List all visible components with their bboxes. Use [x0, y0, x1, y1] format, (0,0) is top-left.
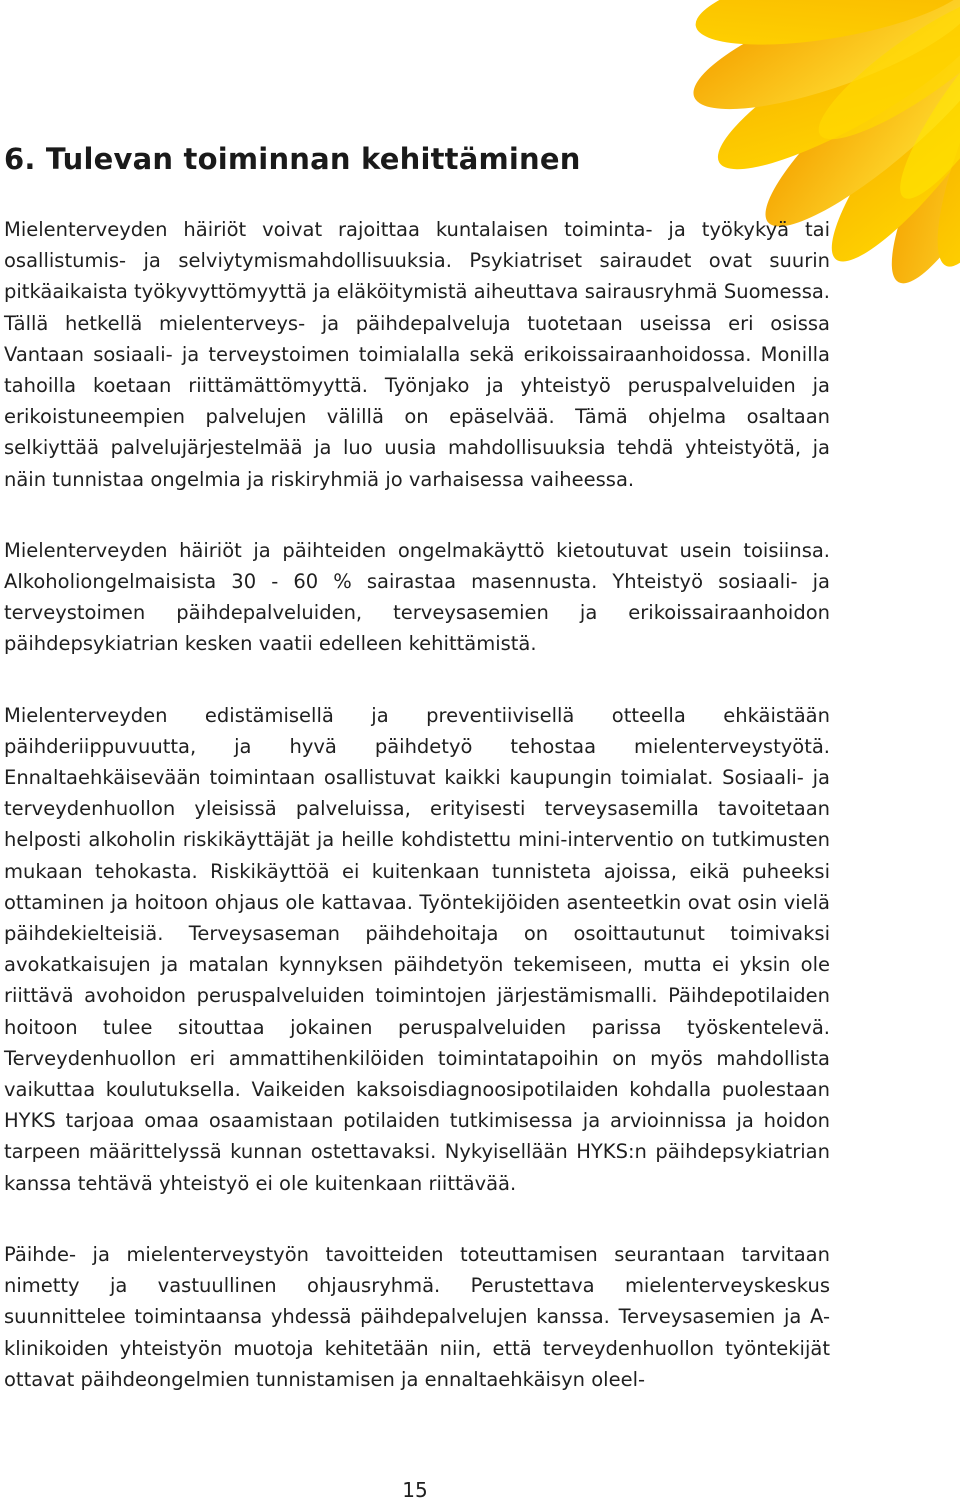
paragraph-2: Mielenterveyden häiriöt ja päihteiden ongelmakäyttö kietoutuvat usein toisiinsa. Alkoholiongelmaisista 30 - 60 % sairastaa masennusta. Yhteistyö sosiaali- ja terveystoimen päihdepalveluiden, terveysasemien ja erikoissairaanhoidon päihdepsykiatrian kesken vaatii edelleen kehittämistä.: [4, 538, 830, 656]
page-number: 15: [402, 1478, 428, 1502]
page-title: 6. Tulevan toiminnan kehittäminen: [4, 142, 581, 176]
paragraph-4: Päihde- ja mielenterveystyön tavoitteiden toteuttamisen seurantaan tarvitaan nimetty ja vastuullinen ohjausryhmä. Perustettava mielenterveyskeskus suunnittelee toimintaansa yhdessä päihdepalvelujen kanssa. Terveysasemien ja A-klinikoiden yhteistyön muotoja kehitetään niin, että terveydenhuollon työntekijät ottavat päihdeongelmien tunnistamisen ja ennaltaehkäisyn oleel-: [4, 1242, 830, 1391]
body-text: [4, 214, 830, 1395]
paragraph-1: Mielenterveyden häiriöt voivat rajoittaa kuntalaisen toiminta- ja työkykyä tai osallistumis- ja selviytymismahdollisuuksia. Psykiatriset sairaudet ovat suurin pitkäaikaista työkyvyttömyyttä ja eläköitymistä aiheuttava sairausryhmä Suomessa. Tällä hetkellä mielenterveys- ja päihdepalveluja tuotetaan useissa eri osissa Vantaan sosiaali- ja terveystoimen toimialalla sekä erikoissairaanhoidossa. Monilla tahoilla koetaan riittämättömyyttä. Työnjako ja yhteistyö peruspalveluiden ja erikoistuneempien palvelujen välillä on epäselvää. Tämä ohjelma osaltaan selkiyttää palvelujärjestelmää ja luo uusia mahdollisuuksia tehdä yhteistyötä, ja näin tunnistaa ongelmia ja riskiryhmiä jo varhaisessa vaiheessa.: [4, 218, 830, 491]
paragraph-3: Mielenterveyden edistämisellä ja preventiivisellä otteella ehkäistään päihderiippuvuutta, ja hyvä päihdetyö tehostaa mielenterveystyötä. Ennaltaehkäisevään toimintaan osallistuvat kaikki kaupungin toimialat. Sosiaali- ja terveydenhuollon yleisissä palveluissa, erityisesti terveysasemilla tavoitetaan helposti alkoholin riskikäyttäjät ja heille kohdistettu mini-interventio on tutkimusten mukaan tehokasta. Riskikäyttöä ei kuitenkaan tunnisteta ajoissa, eikä puheeksi ottaminen ja hoitoon ohjaus ole kattavaa. Työntekijöiden asenteetkin ovat osin vielä päihdekielteisiä. Terveysaseman päihdehoitaja on osoittautunut toimivaksi avokatkaisujen ja matalan kynnyksen päihdetyön tekemiseen, mutta ei yksin ole riittävä avohoidon peruspalveluiden toimintojen järjestämismalli. Päihdepotilaiden hoitoon tulee sitouttaa jokainen peruspalveluiden parissa työskentelevä. Terveydenhuollon eri ammattihenkilöiden toimintatapoihin on myös mahdollista vaikuttaa koulutuksella. Vaikeiden kaksoisdiagnoosipotilaiden kohdalla puolestaan HYKS tarjoaa omaa osaamistaan potilaiden tutkimisessa ja arvioinnissa ja hoidon tarpeen määrittelyssä kunnan ostettavaksi. Nykyisellään HYKS:n päihdepsykiatrian kanssa tehtävä yhteistyö ei ole kuitenkaan riittävää.: [4, 703, 830, 1195]
